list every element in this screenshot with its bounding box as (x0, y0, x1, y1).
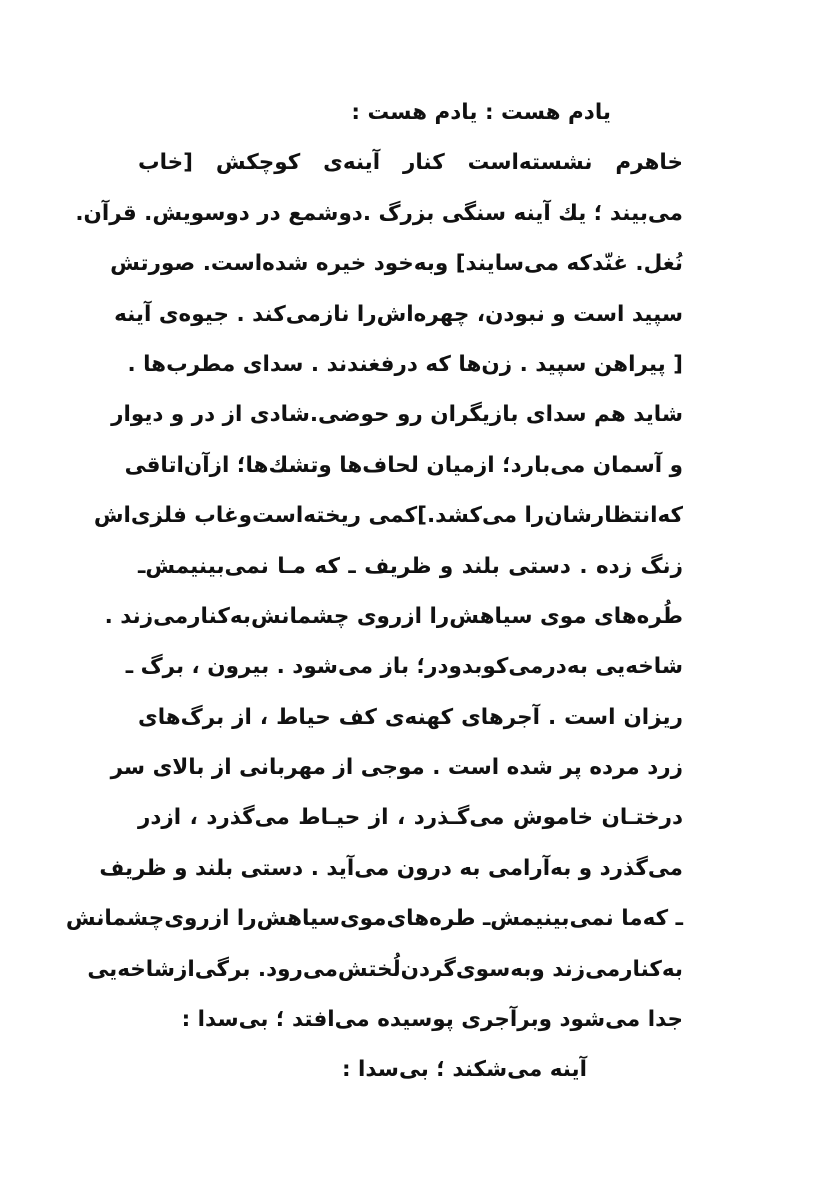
poem-line-8: و آسمان می‌بارد؛ ازمیان لحاف‌ها وتشك‌ها؛ ازآن‌اتاقی (124, 452, 683, 478)
poem-line-11: طُره‌های موی سیاهش‌را ازروی چشمانش‌به‌کنارمی‌زند . (104, 603, 683, 629)
poem-line-18: به‌کنارمی‌زند وبه‌سوی‌گردن‌لُختش‌می‌رود. برگی‌ازشاخه‌یی (87, 956, 683, 982)
poem-line-1: یادم هست : یادم هست : (351, 100, 611, 125)
poem-line-13: ریزان است . آجرهای کهنه‌ی کف حیاط ، از برگ‌های (138, 704, 683, 730)
poem-line-12: شاخه‌یی به‌درمی‌کوبدودر؛ باز می‌شود . بیرون ، برگ ـ (125, 654, 683, 680)
poem-line-15: درختـان خاموش می‌گـذرد ، از حیـاط می‌گذرد ، ازدر (138, 805, 683, 831)
poem-line-17: ـ که‌ما نمی‌بینیمش‌ـ طره‌های‌موی‌سیاهش‌را ازروی‌چشمانش (65, 906, 683, 932)
poem-line-4: نُغل. غنّدکه می‌سایند] وبه‌خود خیره شده‌است. صورتش (110, 251, 683, 277)
poem-line-9: که‌انتظارشان‌را می‌کشد.]کمی ریخته‌است‌وغاب فلزی‌اش (93, 503, 683, 529)
poem-line-2: خاهرم نشسته‌است کنار آینه‌ی کوچکش [خاب (138, 150, 683, 176)
poem-line-3: می‌بیند ؛ یك آینه سنگی بزرگ .دوشمع در دوسویش. قرآن. (75, 200, 683, 226)
poem-line-7: شاید هم سدای بازیگران رو حوضی.شادی از در و دیوار (111, 402, 683, 428)
poem-line-16: می‌گذرد و به‌آرامی به درون می‌آید . دستی بلند و ظریف (99, 855, 683, 881)
poem-line-6: [ پیراهن سپید . زن‌ها که درفغندند . سدای مطرب‌ها . (127, 351, 683, 377)
poem-text-block (65, 88, 683, 1096)
poem-line-20: آینه می‌شکند ؛ بی‌سدا : (341, 1057, 587, 1083)
poem-line-19: جدا می‌شود وبرآجری پوسیده می‌افتد ؛ بی‌سدا : (181, 1007, 683, 1033)
poem-line-14: زرد مرده پر شده است . موجی از مهربانی از بالای سر (110, 755, 683, 781)
poem-line-10: زنگ زده . دستی بلند و ظریف ـ که مـا نمی‌بینیمش‌ـ (138, 553, 683, 579)
poem-line-5: سپید است و نبودن، چهره‌اش‌را نازمی‌کند . جیوه‌ی آینه (114, 301, 683, 327)
